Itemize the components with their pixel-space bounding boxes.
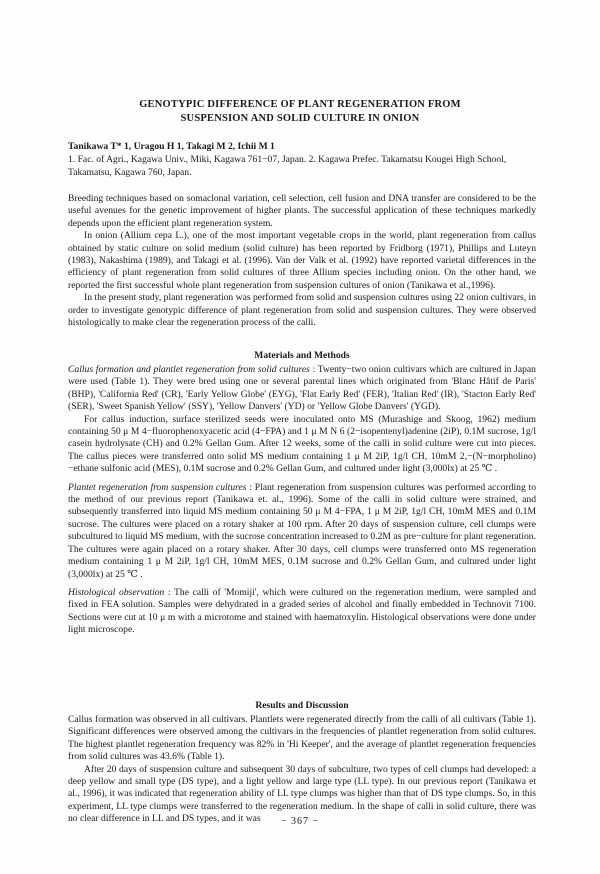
methods-paragraph-3 [68,482,536,581]
methods-heading: Materials and Methods [254,350,350,361]
intro-paragraph-2: In onion (Allium cepa L.), one of the most important vegetable crops in the world, plant regeneration from callus obtained by static culture on solid medium (solid culture) has been reported by Fridborg (1971), Phillips and Luteyn (1983), Nakashima (1989), and Takagi et al. (1996). Van der Valk et al. (1992) have reported varietal differences in the efficiency of plant regeneration from solid cultures of three Allium species including onion. On the other hand, we reported the first successful whole plant regeneration from suspension cultures of onion (Tanikawa et al.,1996). [68,230,536,291]
methods-text-1: : Twenty−two onion cultivars which are cultured in Japan were used (Table 1). They were bred using one or several parental lines which originated from 'Blanc Hâtif de Paris' (BHP), 'California Red' (CR), 'Early Yellow Globe' (EYG), 'Flat Early Red' (FER), 'Italian Red' (IR), 'Stacton Early Red' (SER), 'Sweet Spanish Yellow' (SSY), 'Yellow Danvers' (YD) or 'Yellow Globe Danvers' (YGD). [68,364,536,413]
methods-lead-1: Callus formation and plantlet regeneration from solid cultures [68,364,310,375]
methods-text-4: : The calli of 'Momiji', which were cultured on the regeneration medium, were sampled and fixed in FEA solution. Samples were dehydrated in a graded series of alcohol and finally embedded in Technovit 7100. Sections were cut at 10 μ m with a microtome and stained with haematoxylin. Histological observations were done under light microscope. [68,586,536,636]
introduction [68,193,536,329]
methods-lead-4: Histological observation [68,586,165,598]
methods-paragraph-2: For callus induction, surface sterilized seeds were inoculated onto MS (Murashige and Skoog, 1962) medium containing 50 μ M 4−fluorophenoxyacetic acid (4−FPA) and 1 μ M N 6 (2−isopentenyl)adenine (2iP), 0.1M sucrose, 1g/l casein hydrolysate (CH) and 0.2% Gellan Gum. After 12 weeks, some of the calli in solid culture were cut into pieces. The callus pieces were transferred onto solid MS medium containing 1 μ M 2iP, 1g/l CH, 10mM 2,−(N−morpholino)−ethane sulfonic acid (MES), 0.1M sucrose and 0.2% Gellan Gum, and cultured under light (3,000lx) at 25 ℃ . [68,413,536,475]
results-paragraph-1: Callus formation was observed in all cultivars. Plantlets were regenerated directly from the calli of all cultivars (Table 1). Significant differences were observed among the cultivars in the frequencies of plantlet regeneration from solid cultures. The highest plantlet regeneration frequency was 82% in 'Hi Keeper', and the average of plantlet regeneration frequencies from solid cultures was 43.6% (Table 1). [68,714,536,763]
methods-text-3: : Plant regeneration from suspension cultures was performed according to the method of our previous report (Tanikawa et. al., 1996). Some of the calli in solid culture were strained, and subsequently transferred into liquid MS medium containing 50 μ M 4−FPA, 1 μ M 2iP, 1g/l CH, 10mM MES and 0.1M sucrose. The cultures were placed on a rotary shaker at 100 rpm. After 20 days of suspension culture, cell clumps were subcultured to liquid MS medium, with the sucrose concentration increased to 0.2M as pre−culture for plant regeneration. The cultures were again placed on a rotary shaker. After 30 days, cell clumps were transferred onto MS regeneration medium containing 1 μ M 2iP, 1g/l CH, 10mM MES, 0.1M sucrose and 0.2% Gellan Gum, and cultured under light (3,000lx) at 25 ℃ . [68,481,536,580]
affiliation: 1. Fac. of Agri., Kagawa Univ., Miki, Kagawa 761−07, Japan. 2. Kagawa Prefec. Takamatsu Kougei High School, Takamatsu, Kagawa 760, Japan. [68,154,507,178]
methods-lead-3: Plantet regeneration from suspension cultures [68,481,247,493]
results-heading: Results and Discussion [255,700,349,711]
methods-paragraph-4 [68,587,536,637]
intro-paragraph-3: In the present study, plant regeneration was performed from solid and suspension cultures using 22 onion cultivars, in order to investigate genotypic difference of plant regeneration from solid and suspension cultures. They were observed histologically to make clear the regeneration process of the calli. [68,292,536,329]
intro-paragraph-1: Breeding techniques based on somaclonal variation, cell selection, cell fusion and DNA transfer are considered to be the useful avenues for the genetic improvement of higher plants. The successful application of these techniques markedly depends upon the efficient plant regeneration system. [68,193,536,229]
methods-section [68,364,536,637]
author-list: Tanikawa T* 1, Uragou H 1, Takagi M 2, Ichii M 1 [68,141,275,152]
results-section [68,714,536,826]
methods-paragraph-1 [68,364,536,414]
title-line-1: GENOTYPIC DIFFERENCE OF PLANT REGENERATION FROM [139,99,461,110]
paper-title [60,98,540,126]
results-paragraph-2: After 20 days of suspension culture and subsequent 30 days of subculture, two types of cell clumps had developed: a deep yellow and small type (DS type), and a light yellow and large type (LL type). In our previous report (Tanikawa et al., 1996), it was indicated that regeneration ability of LL type clumps was higher than that of DS type clumps. So, in this experiment, LL type clumps were transferred to the regeneration medium. In the shape of calli in solid culture, there was no clear difference in LL and DS types, and it was [68,763,536,825]
page-number: − 367 − [280,816,320,827]
title-line-2: SUSPENSION AND SOLID CULTURE IN ONION [180,113,420,124]
